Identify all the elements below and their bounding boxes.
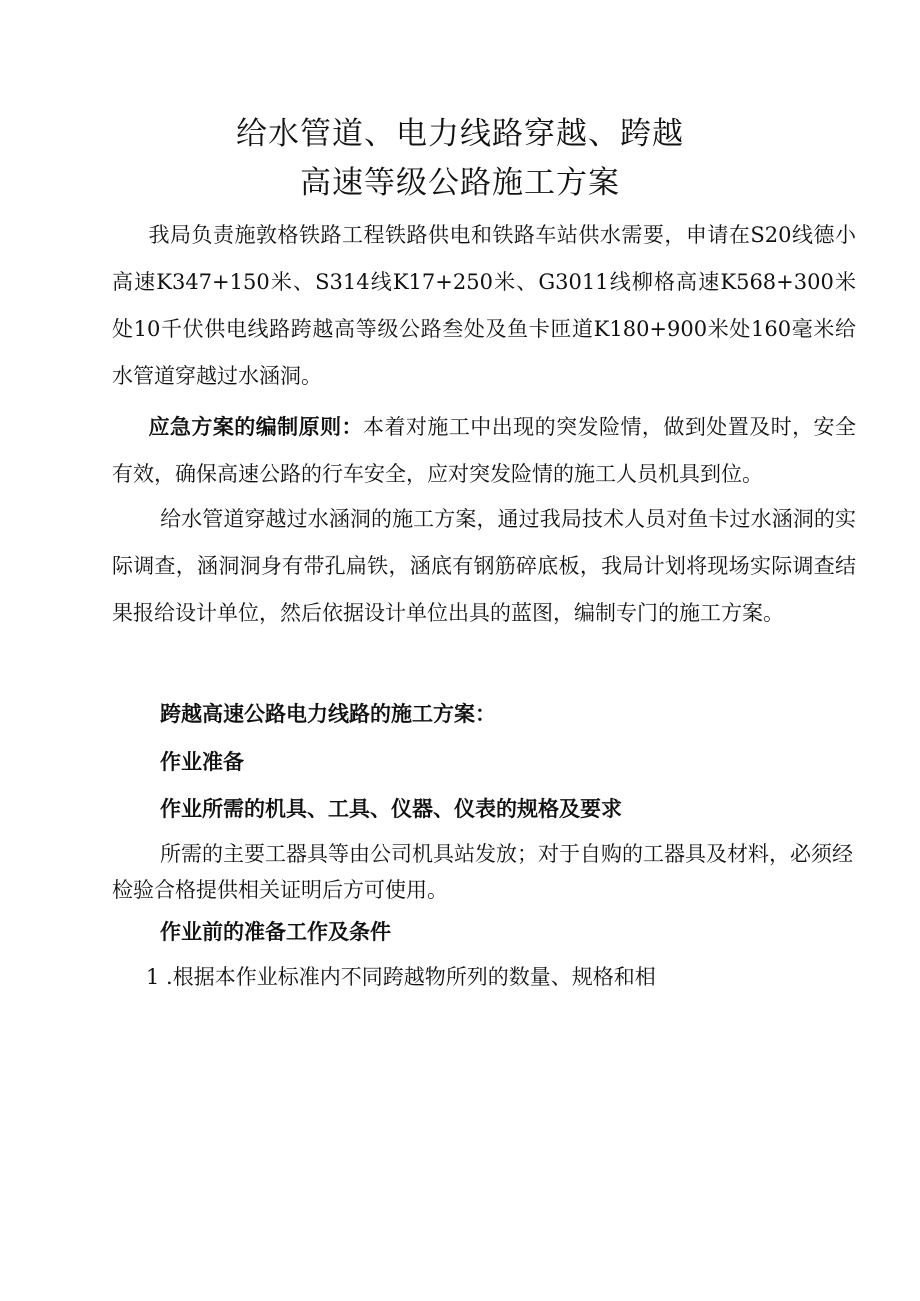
paragraph-tools-supply — [112, 836, 856, 908]
heading-pre-work-conditions: 作业前的准备工作及条件 — [160, 919, 391, 944]
paragraph-emergency-principles — [112, 403, 856, 498]
paragraph-water-pipe-plan-text: 给水管道穿越过水涵洞的施工方案，通过我局技术人员对鱼卡过水涵洞的实际调查，涵洞洞身有带孔扁铁，涵底有钢筋碎底板，我局计划将现场实际调查结果报给设计单位，然后依据设计单位出具的蓝图，编制专门的施工方案。 — [112, 507, 856, 625]
document-title-line-2: 高速等级公路施工方案 — [300, 165, 620, 201]
emergency-principles-label: 应急方案的编制原则： — [148, 414, 363, 439]
paragraph-project-overview — [112, 212, 856, 400]
paragraph-tools-supply-text: 所需的主要工器具等由公司机具站发放；对于自购的工器具及材料，必须经检验合格提供相关证明后方可使用。 — [112, 842, 853, 902]
heading-power-line-plan: 跨越高速公路电力线路的施工方案： — [160, 701, 496, 726]
document-title-line-1: 给水管道、电力线路穿越、跨越 — [236, 116, 684, 152]
emergency-principles-text: 本着对施工中出现的突发险情，做到处置及时，安全有效，确保高速公路的行车安全，应对突发险情的施工人员机具到位。 — [112, 415, 856, 486]
paragraph-list-item-1: 1 .根据本作业标准内不同跨越物所列的数量、规格和相 — [146, 965, 656, 989]
heading-tools-requirements: 作业所需的机具、工具、仪器、仪表的规格及要求 — [160, 796, 622, 821]
paragraph-project-overview-text: 我局负责施敦格铁路工程铁路供电和铁路车站供水需要，申请在S20线德小高速K347+150米、S314线K17+250米、G3011线柳格高速K568+300米处10千伏供电线路跨越高等级公路叁处及鱼卡匝道K180+900米处160毫米给水管道穿越过水涵洞。 — [112, 223, 856, 388]
paragraph-water-pipe-plan — [112, 496, 856, 637]
heading-work-preparation: 作业准备 — [160, 749, 244, 774]
